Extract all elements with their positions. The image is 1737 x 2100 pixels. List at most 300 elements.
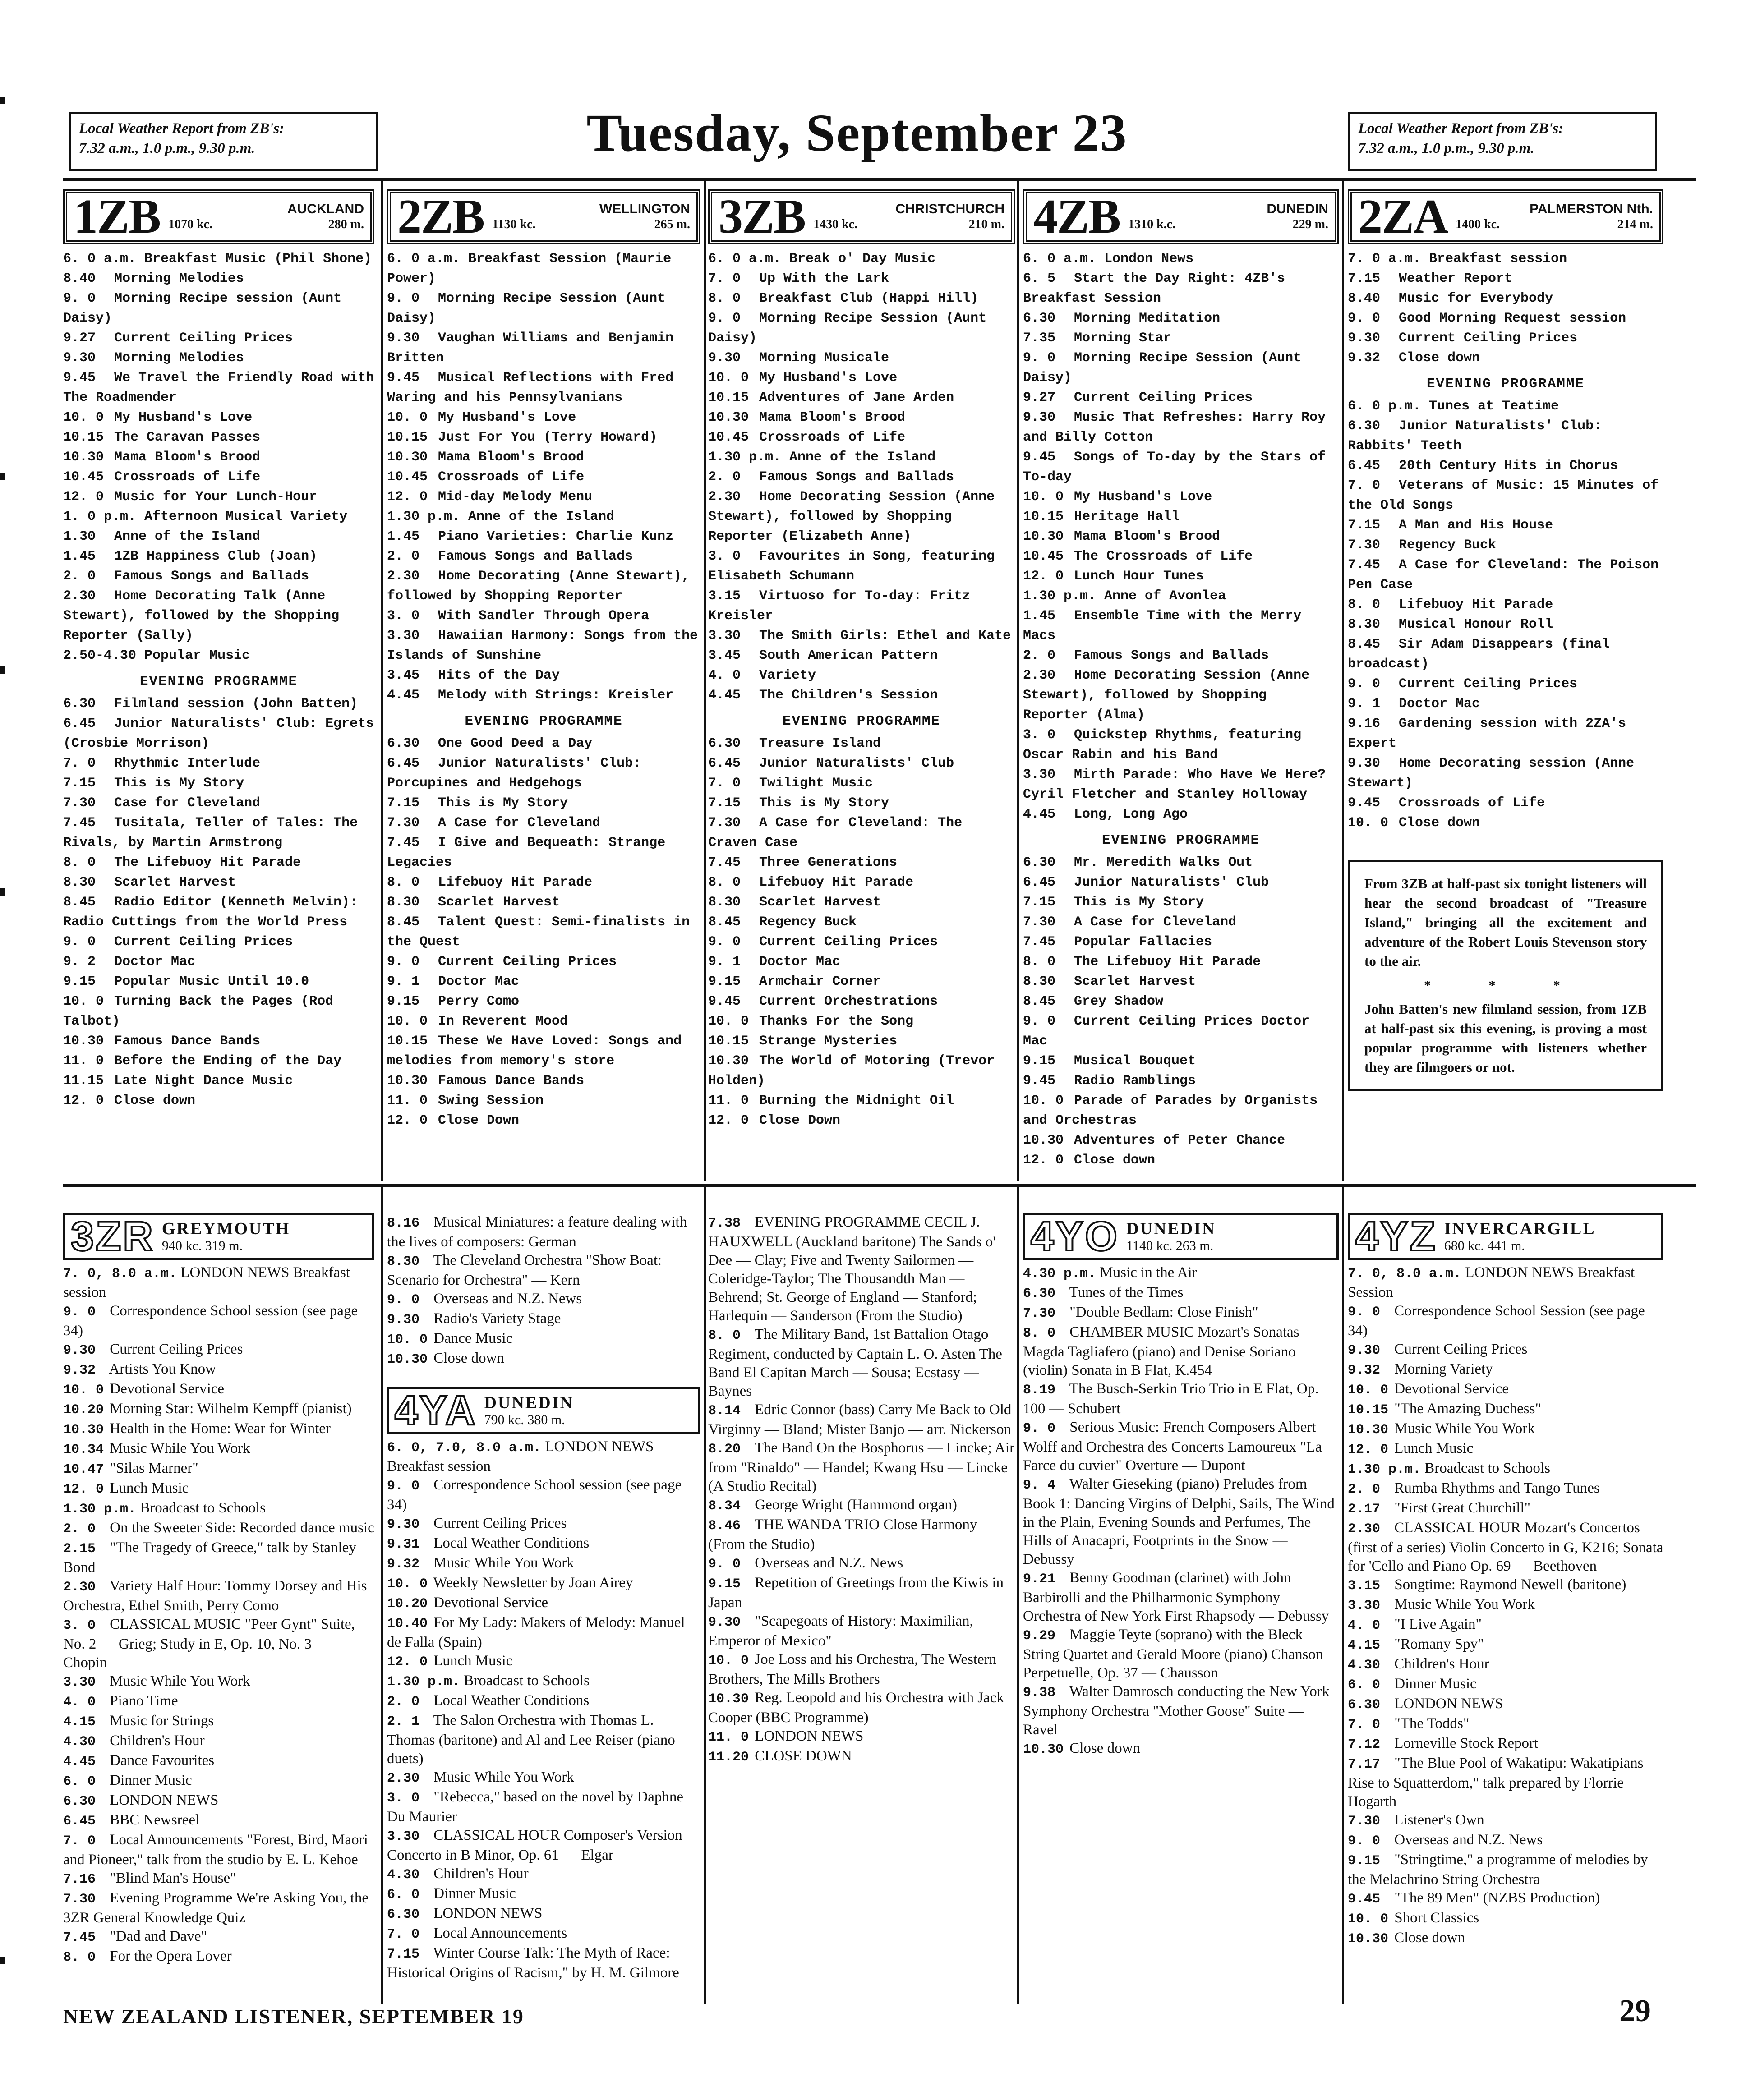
program-title: Hits of the Day [438,668,560,683]
station-frequency: 680 kc. 441 m. [1444,1238,1525,1253]
program-title: Children's Hour [433,1866,529,1882]
program-title: Music While You Work [1394,1420,1535,1437]
program-title: Quickstep Rhythms, featuring Oscar Rabin and his Band [1023,727,1302,763]
program-item [387,1944,700,1982]
program-time: 10.30 [708,1691,749,1707]
program-item [1023,1569,1339,1626]
program-time: 4.45 [1023,807,1056,822]
program-time: 7.30 [1023,1306,1056,1321]
program-time: 3.15 [1348,1578,1381,1594]
program-item [1348,348,1663,368]
program-item [63,1031,374,1051]
program-time: 1.30 [63,529,96,544]
program-time: 9.45 [1023,1073,1056,1089]
program-item [1348,1655,1663,1675]
program-time: 12. 0 [63,1482,104,1497]
program-time: 7.30 [63,1892,96,1907]
program-title: "Stringtime," a programme of melodies by the Melachrino String Orchestra [1348,1852,1648,1888]
station-city: DUNEDIN [1267,202,1328,216]
program-title: This is My Story [438,795,568,811]
section-rule [63,1184,1696,1187]
program-title: We Travel the Friendly Road with The Roadmender [63,370,374,405]
weather-report-left [69,112,378,171]
program-item [63,932,374,952]
program-time: 10.20 [387,1596,428,1612]
program-title: Hawaiian Harmony: Songs from the Islands of Sunshine [387,628,698,663]
program-title: Turning Back the Pages (Rod Talbot) [63,994,334,1029]
program-time: 3. 0 [387,608,420,624]
program-time: 9. 0 [1348,1305,1381,1320]
program-title: CLASSICAL MUSIC "Peer Gynt" Suite, No. 2 — Grieg; Study in E, Op. 10, No. 3 — Chopin [63,1616,355,1671]
program-time: 10. 0 [63,410,104,425]
program-title: Mama Bloom's Brood [438,450,585,465]
program-time: 9.30 [63,1343,96,1358]
program-time: 7. 0, 8.0 a.m. [1348,1266,1462,1282]
program-time: 8. 0 [708,875,741,890]
station-meta [492,202,690,232]
program-title: CLASSICAL HOUR Mozart's Concertos (first of a series) Violin Concerto in G, K216; Sonata for 'Cello and Piano Op. 69 — Beethoven [1348,1520,1663,1574]
program-title: Music While You Work [110,1673,250,1689]
program-title: Winter Course Talk: The Myth of Race: Historical Origins of Racism," by H. M. Gilmore [387,1945,679,1981]
program-time: 6.45 [1023,875,1056,890]
program-title: Tusitala, Teller of Tales: The Rivals, by Martin Armstrong [63,815,358,850]
program-title: My Husband's Love [759,370,898,386]
program-title: Current Ceiling Prices [438,954,617,970]
program-item [63,1340,374,1360]
program-title: Music for Strings [110,1713,214,1729]
program-item [387,467,700,487]
program-title: Close down [1399,350,1480,366]
program-time: 6.45 [708,756,741,771]
program-time: 9. 0 [1023,1014,1056,1029]
program-title: The Salon Orchestra with Thomas L. Thomas (baritone) and Al and Lee Reiser (piano duets) [387,1712,675,1767]
program-title: Dance Favourites [110,1752,215,1769]
program-title: Current Ceiling Prices [433,1515,567,1531]
program-time: 9. 0 [1348,1833,1381,1849]
program-title: Variety Half Hour: Tommy Dorsey and His Orchestra, Ethel Smith, Perry Como [63,1578,367,1614]
program-time: 7.16 [63,1872,96,1887]
program-title: Strange Mysteries [759,1034,898,1049]
program-time: 4.30 p.m. [1023,1266,1097,1282]
program-item [63,1539,374,1577]
program-title: Children's Hour [110,1732,205,1749]
program-item [1023,586,1339,606]
program-time: 9. 0 [63,1305,96,1320]
program-title: Overseas and N.Z. News [433,1291,582,1307]
program-title: Musical Reflections with Fred Waring and his Pennsylvanians [387,370,674,405]
program-item [63,328,374,348]
program-title: LONDON NEWS [1394,1696,1503,1712]
program-title: Home Decorating session (Anne Stewart) [1348,756,1635,791]
program-item [387,1213,700,1251]
station-city: AUCKLAND [287,202,364,216]
program-item [63,1071,374,1091]
program-title: Break o' Day Music [789,251,936,267]
program-list-continued [387,1213,700,1369]
program-item [63,427,374,447]
program-item [387,1554,700,1574]
program-title: EVENING PROGRAMME CECIL J. HAUXWELL (Auckland baritone) The Sands o' Dee — Clay; Five and Twenty Sailormen — Coleridge-Taylor; The Thousandth Man — Behrend; St. George of England — Stanford; Harlequin — Sanderson (From the Studio) [708,1214,996,1324]
program-item [1023,1051,1339,1071]
program-time: 9.30 [1348,1343,1381,1358]
program-item [708,754,1015,773]
program-title: Parade of Parades by Organists and Orchestras [1023,1093,1318,1128]
program-title: Crossroads of Life [114,469,261,485]
program-time: 8.14 [708,1403,741,1419]
program-item [387,1826,700,1865]
program-time: 6.30 [387,1907,420,1922]
program-time: 7.45 [1023,934,1056,950]
program-time: 8. 0 [708,1328,741,1343]
program-time: 9.15 [708,974,741,989]
program-item [63,952,374,972]
program-title: South American Pattern [759,648,938,663]
program-item [708,408,1015,427]
program-time: 10. 0 [63,994,104,1009]
program-item [63,1889,374,1927]
program-item [63,507,374,527]
column-2-bottom [387,1213,700,1982]
program-title: "I Live Again" [1394,1616,1482,1632]
program-title: Devotional Service [1394,1381,1509,1397]
program-title: Favourites in Song, featuring Elisabeth Schumann [708,549,995,584]
program-item [63,467,374,487]
program-item [1023,1283,1339,1303]
program-title: For My Lady: Makers of Melody: Manuel de Falla (Spain) [387,1614,685,1650]
weather-times: 7.32 a.m., 1.0 p.m., 9.30 p.m. [1358,140,1534,156]
program-time: 9.29 [1023,1628,1056,1644]
program-item [708,1554,1015,1574]
program-time: 7.45 [63,815,96,831]
program-time: 7.45 [387,835,420,850]
program-item [387,1691,700,1711]
program-item [1023,269,1339,308]
station-header [708,189,1015,244]
evening-heading: EVENING PROGRAMME [782,713,941,729]
program-title: Famous Songs and Ballads [1074,648,1269,663]
program-item [708,813,1015,853]
program-title: "Rebecca," based on the novel by Daphne Du Maurier [387,1789,684,1825]
program-time: 9. 1 [1348,696,1381,712]
program-title: Burning the Midnight Oil [759,1093,954,1108]
program-item [1348,308,1663,328]
station-header [1023,1213,1339,1260]
program-title: "Blind Man's House" [110,1870,236,1886]
program-title: LONDON NEWS Breakfast session [387,1438,654,1475]
program-item [387,1672,700,1691]
program-title: Rhythmic Interlude [114,756,261,771]
program-title: Current Ceiling Prices [1399,676,1578,692]
program-item [63,1751,374,1771]
program-title: Popular Music Until 10.0 [114,974,309,989]
program-item [1023,873,1339,892]
station-frequency: 940 kc. 319 m. [161,1238,243,1253]
note-separator: * * * [1424,977,1587,993]
program-item [1348,1360,1663,1380]
station-frequency [1456,217,1653,232]
program-list [708,249,1015,705]
program-time: 1. 0 p.m. [63,509,137,524]
program-item [387,1884,700,1904]
station-meta [813,202,1004,232]
station-frequency: 1140 kc. 263 m. [1126,1238,1214,1253]
program-time: 9.15 [387,994,420,1009]
program-title: This is My Story [1074,895,1204,910]
program-title: A Case for Cleveland [438,815,601,831]
program-item [708,992,1015,1011]
program-title: Devotional Service [433,1595,548,1611]
metres: 210 m. [968,217,1004,231]
program-item [1348,1479,1663,1499]
program-item [387,1613,700,1652]
program-item [708,1091,1015,1111]
program-title: 1ZB Happiness Club (Joan) [114,549,318,564]
kc: 1130 kc. [492,217,536,231]
program-time: 9.32 [1348,1363,1381,1378]
program-title: "Romany Spy" [1394,1636,1484,1652]
program-item [1348,1714,1663,1734]
program-item [1023,408,1339,447]
program-item [63,1712,374,1732]
program-title: Evening Programme We're Asking You, the 3ZR General Knowledge Quiz [63,1890,369,1926]
program-time: 8. 0 [1023,954,1056,970]
program-item [1023,666,1339,725]
program-item [1348,1400,1663,1420]
program-time: 10. 0 [708,1014,749,1029]
program-title: Veterans of Music: 15 Minutes of the Old Songs [1348,478,1659,513]
program-title: Before the Ending of the Day [114,1053,342,1069]
program-time: 10. 0 [1348,1383,1389,1398]
program-time: 10.15 [708,390,749,405]
program-time: 10. 0 [387,1576,428,1592]
program-title: Short Classics [1394,1910,1479,1926]
program-title: Lifebuoy Hit Parade [1399,597,1553,612]
program-title: Close down [1074,1153,1156,1168]
program-item [1023,1303,1339,1323]
program-item [1348,328,1663,348]
program-time: 10.30 [1023,1742,1064,1757]
program-item [708,308,1015,348]
program-time: 9. 1 [708,954,741,970]
program-item [1023,932,1339,952]
program-title: LONDON NEWS Breakfast session [63,1264,350,1300]
program-time: 2. 0 [708,469,741,485]
program-title: Joe Loss and his Orchestra, The Western Brothers, The Mills Brothers [708,1651,997,1687]
program-item [387,1514,700,1534]
metres: 229 m. [1292,217,1328,231]
program-title: Current Ceiling Prices [114,934,293,950]
program-time: 8.45 [63,895,96,910]
program-item [387,626,700,666]
program-time: 6. 0 [1348,1677,1381,1693]
program-time: 8. 0 [63,855,96,870]
margin-mark [0,473,5,480]
station-2zb [387,189,700,1130]
program-time: 7.15 [387,1947,420,1962]
program-item [387,487,700,507]
program-item [63,408,374,427]
program-title: Radio Editor (Kenneth Melvin): Radio Cuttings from the World Press [63,895,358,930]
program-item [1348,674,1663,694]
program-item [387,408,700,427]
program-title: Famous Dance Bands [114,1034,261,1049]
program-item [708,773,1015,793]
program-title: Junior Naturalists' Club: Rabbits' Teeth [1348,418,1602,454]
program-item [1023,952,1339,972]
program-title: Local Weather Conditions [433,1692,590,1709]
program-item [1023,308,1339,328]
program-item [1023,1130,1339,1150]
program-item [387,685,700,705]
program-item [1023,1682,1339,1739]
program-title: Crossroads of Life [1399,795,1545,811]
station-header [63,189,374,244]
program-time: 9. 0 [63,934,96,950]
program-item [1348,1635,1663,1655]
program-time: 10.15 [1348,1402,1389,1418]
station-callsign: 4ZB [1033,190,1120,244]
program-time: 2.50-4.30 [63,648,137,663]
program-time: 10.30 [63,1422,104,1438]
program-time: 7. 0, 8.0 a.m. [63,1266,177,1282]
program-item [387,1594,700,1613]
program-item [708,1031,1015,1051]
program-item [63,1947,374,1967]
program-time: 3.30 [1023,767,1056,782]
metres: 280 m. [328,217,364,231]
program-title: Mirth Parade: Who Have We Here? Cyril Fletcher and Stanley Holloway [1023,767,1326,802]
program-title: Talent Quest: Semi-finalists in the Quest [387,914,690,950]
station-callsign: 1ZB [74,190,161,244]
program-title: Anne of the Island [789,450,936,465]
program-title: On the Sweeter Side: Recorded dance music [110,1520,374,1536]
program-item [708,1612,1015,1650]
program-time: 9.32 [387,1557,420,1572]
column-3-bottom [708,1213,1015,1767]
program-title: Radio's Variety Stage [433,1310,561,1327]
program-title: Current Ceiling Prices [1399,331,1578,346]
program-item [387,1476,700,1514]
program-item [708,1111,1015,1130]
program-time: 10.30 [387,1352,428,1367]
program-title: The Lifebuoy Hit Parade [114,855,301,870]
program-item [1023,1475,1339,1569]
column-rule [381,178,383,1181]
program-title: With Sandler Through Opera [438,608,650,624]
program-title: "Dad and Dave" [110,1928,207,1944]
program-item [63,694,374,714]
program-time: 7. 0 [63,756,96,771]
program-item [1348,1264,1663,1302]
program-time: 6. 0 [63,1774,96,1789]
program-title: Close down [1399,815,1480,831]
program-item [1023,765,1339,804]
program-time: 10.15 [387,1034,428,1049]
evening-list [63,694,374,1111]
program-item [1023,1150,1339,1170]
station-header [1348,189,1663,244]
station-callsign: 4YA [395,1388,477,1434]
station-meta [168,202,364,232]
program-item [63,1771,374,1791]
program-title: Radio Ramblings [1074,1073,1196,1089]
evening-list [387,734,700,1130]
program-item [387,289,700,328]
program-time: 10.45 [387,469,428,485]
program-title: Local Announcements "Forest, Bird, Maori and Pioneer," talk from the studio by E. L. Kehoe [63,1832,368,1868]
program-time: 9. 0 [387,1479,420,1494]
program-title: Morning Star: Wilhelm Kempff (pianist) [110,1401,352,1417]
program-item [63,714,374,754]
program-time: 12. 0 [387,1654,428,1670]
program-item [63,1400,374,1420]
program-time: 10.30 [1023,1133,1064,1148]
program-item [708,972,1015,992]
program-time: 10.30 [387,450,428,465]
program-title: Famous Songs and Ballads [759,469,954,485]
program-title: Serious Music: French Composers Albert Wolff and Orchestra des Concerts Lamoureux "La Farce du cuvier" Overture — Dupont [1023,1419,1322,1474]
program-item [387,1071,700,1091]
program-title: Virtuoso for To-day: Fritz Kreisler [708,588,971,624]
program-time: 3.30 [387,1829,420,1844]
program-title: LONDON NEWS [110,1792,219,1808]
program-time: 9.30 [708,350,741,366]
program-title: Morning Melodies [114,271,244,286]
program-time: 10.30 [63,1034,104,1049]
program-item [708,1747,1015,1767]
station-frequency [168,217,364,232]
program-title: Famous Dance Bands [438,1073,585,1089]
program-item [63,1831,374,1869]
program-item [708,249,1015,269]
program-item [1348,555,1663,595]
program-time: 6.30 [387,736,420,751]
program-item [63,348,374,368]
program-title: Reg. Leopold and his Orchestra with Jack Cooper (BBC Programme) [708,1690,1004,1726]
station-frequency [813,217,1004,232]
program-item [1348,1734,1663,1754]
program-time: 7.30 [1348,538,1381,553]
program-time: 8.40 [1348,291,1381,306]
program-item [708,1516,1015,1554]
program-time: 8.30 [63,875,96,890]
program-item [63,972,374,992]
program-item [1348,416,1663,456]
program-item [1348,813,1663,833]
column-rule [1342,1187,1344,2004]
program-time: 7.15 [387,795,420,811]
program-title: Tunes of the Times [1069,1284,1184,1300]
program-item [1348,595,1663,615]
program-item [387,1788,700,1826]
program-item [387,447,700,467]
program-item [1023,853,1339,873]
program-time: 10.45 [708,430,749,445]
station-callsign: 3ZB [719,190,806,244]
weather-title: Local Weather Report from ZB's: [1358,120,1564,137]
program-item [708,1051,1015,1091]
program-time: 8.45 [708,914,741,930]
program-item [708,1011,1015,1031]
station-3zr [63,1213,374,1967]
program-title: My Husband's Love [438,410,576,425]
program-title: This is My Story [114,776,244,791]
program-item [63,1869,374,1889]
program-item [63,992,374,1031]
program-title: Mama Bloom's Brood [1074,529,1221,544]
program-time: 10.20 [63,1402,104,1418]
program-item [1348,1675,1663,1695]
